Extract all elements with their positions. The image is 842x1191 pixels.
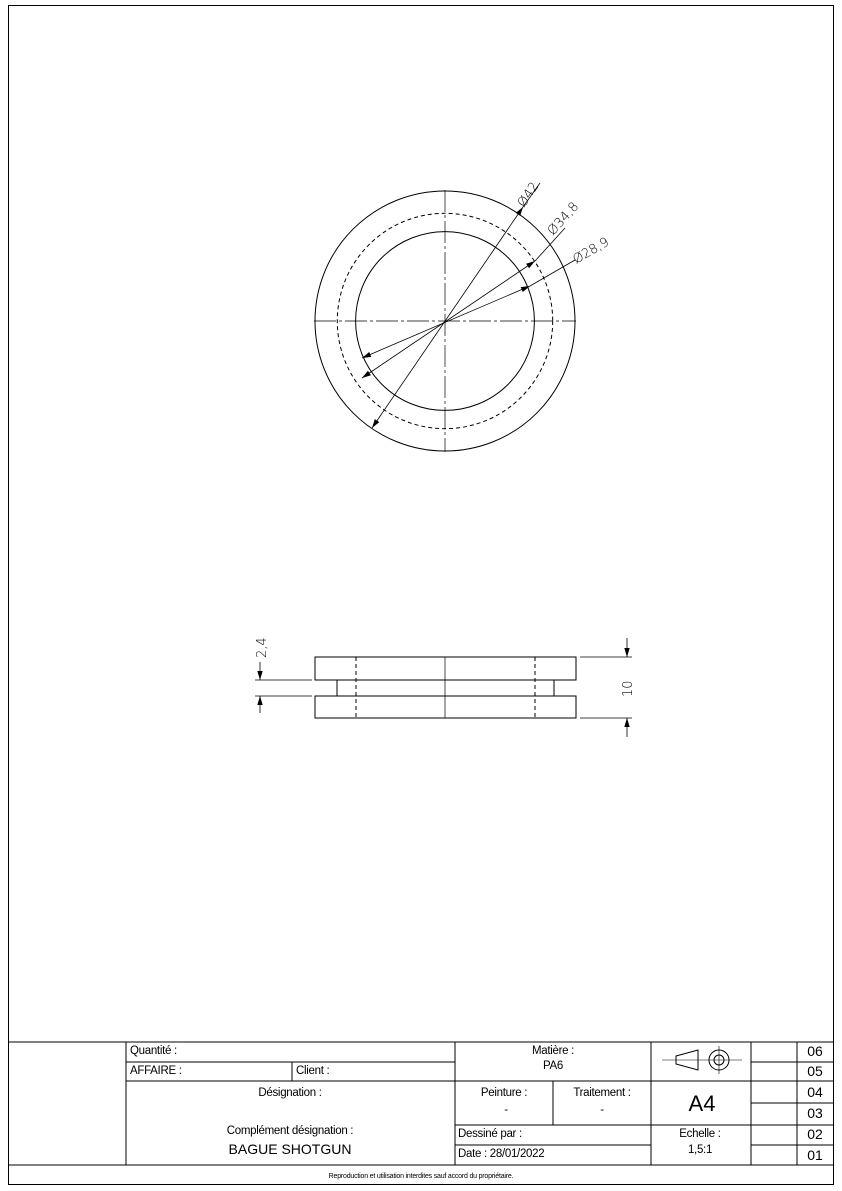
affaire-label: AFFAIRE : bbox=[130, 1065, 182, 1077]
revision-02: 02 bbox=[807, 1126, 823, 1142]
bottom-flange bbox=[315, 696, 576, 718]
dim-line-34-8 bbox=[362, 261, 535, 378]
dim-line-28-9 bbox=[362, 286, 530, 358]
dim-line-42 bbox=[372, 207, 523, 428]
top-flange bbox=[315, 657, 576, 680]
matiere-label: Matière : bbox=[531, 1045, 575, 1057]
revision-06: 06 bbox=[807, 1043, 823, 1059]
echelle-value: 1,5:1 bbox=[687, 1144, 713, 1156]
echelle-label: Echelle : bbox=[679, 1128, 721, 1140]
side-view bbox=[255, 638, 632, 737]
revision-01: 01 bbox=[807, 1147, 823, 1163]
revision-03: 03 bbox=[807, 1105, 823, 1121]
dim-label-10: 10 bbox=[621, 680, 636, 697]
top-view bbox=[314, 183, 576, 452]
projection-symbol bbox=[662, 1046, 742, 1074]
footer-notice: Reproduction et utilisation interdites sauf accord du propriétaire. bbox=[328, 1173, 514, 1180]
matiere-value: PA6 bbox=[543, 1060, 563, 1072]
dim-label-2-4: 2,4 bbox=[255, 637, 270, 658]
dim-label-28-9: Ø28,9 bbox=[570, 234, 612, 268]
format-value: A4 bbox=[688, 1091, 716, 1116]
revision-05: 05 bbox=[807, 1063, 823, 1079]
dim-label-42: Ø42 bbox=[514, 179, 543, 211]
quantity-label: Quantité : bbox=[130, 1045, 177, 1057]
date-label: Date : 28/01/2022 bbox=[458, 1148, 545, 1160]
dim-label-34-8: Ø34,8 bbox=[544, 199, 583, 239]
traitement-label: Traitement : bbox=[573, 1087, 631, 1099]
peinture-label: Peinture : bbox=[480, 1087, 528, 1099]
client-label: Client : bbox=[296, 1065, 330, 1077]
traitement-value: - bbox=[600, 1104, 604, 1116]
designation-label: Désignation : bbox=[258, 1087, 322, 1099]
revision-04: 04 bbox=[807, 1084, 823, 1100]
complement-value: BAGUE SHOTGUN bbox=[228, 1141, 352, 1157]
dessine-label: Dessiné par : bbox=[458, 1128, 522, 1140]
peinture-value: - bbox=[504, 1104, 508, 1116]
complement-label: Complément désignation : bbox=[226, 1125, 354, 1137]
